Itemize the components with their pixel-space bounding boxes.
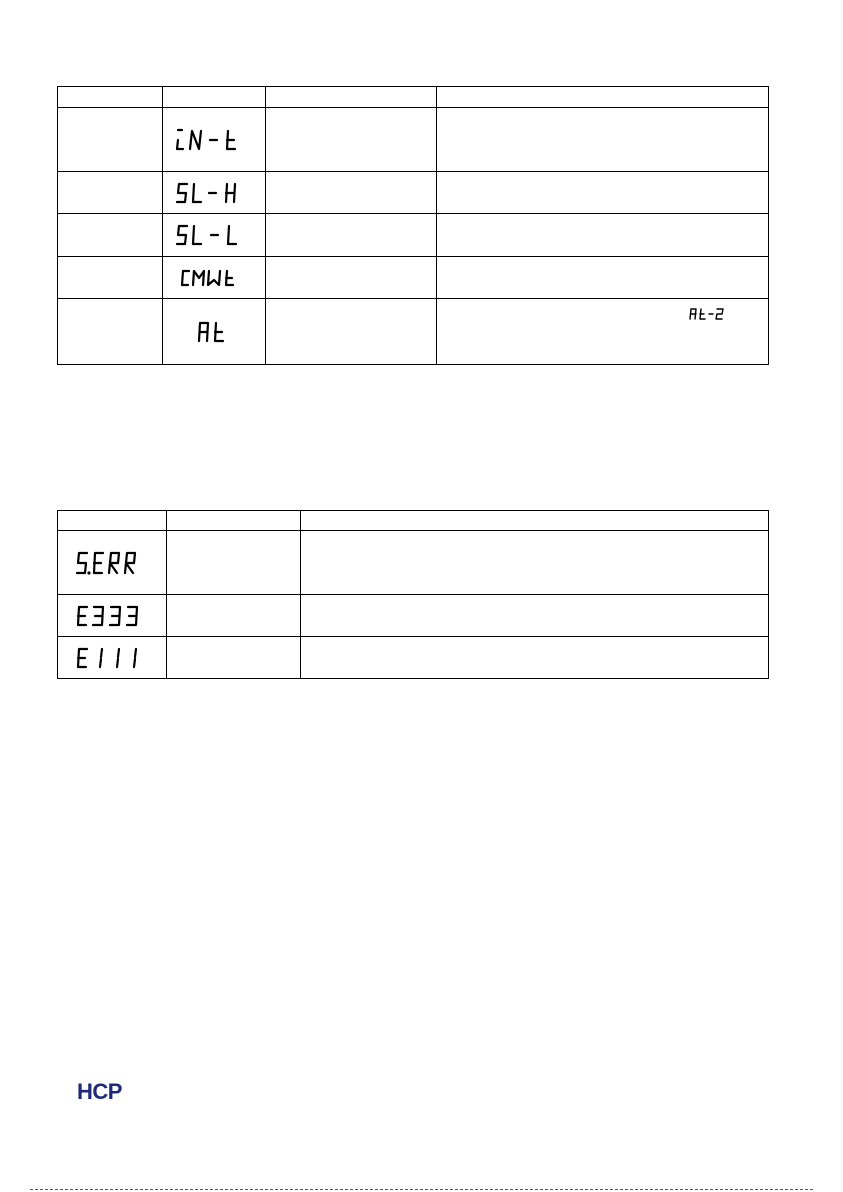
header-cell [58, 511, 167, 531]
param-desc-cell [437, 214, 769, 257]
table-row [58, 214, 769, 257]
param-range-cell [266, 257, 437, 299]
seven-segment-code-SL-H-icon [174, 181, 254, 205]
param-range-cell [266, 299, 437, 365]
error-desc-cell [301, 595, 769, 637]
error-desc-cell [301, 531, 769, 595]
param-code-cell [163, 257, 266, 299]
logo-text: HCP [77, 1080, 122, 1102]
error-name-cell [167, 637, 301, 679]
table-header-row [58, 87, 769, 108]
header-cell [58, 87, 163, 108]
param-range-cell [266, 172, 437, 214]
seven-segment-code-E111-icon [74, 646, 150, 670]
seven-segment-code-E333-icon [74, 604, 150, 628]
error-code-cell [58, 595, 167, 637]
param-range-cell [266, 108, 437, 172]
error-code-cell [58, 637, 167, 679]
seven-segment-code-S.ERR-icon [74, 550, 150, 576]
table-row [58, 257, 769, 299]
param-range-cell [266, 214, 437, 257]
param-name-cell [58, 214, 163, 257]
param-code-cell [163, 214, 266, 257]
param-code-cell [163, 299, 266, 365]
seven-segment-code-At-icon [196, 320, 232, 344]
parameters-table [57, 86, 769, 365]
header-cell [301, 511, 769, 531]
error-code-cell [58, 531, 167, 595]
table-row [58, 108, 769, 172]
errors-table [57, 510, 769, 679]
error-name-cell [167, 595, 301, 637]
param-desc-cell [437, 108, 769, 172]
table-row [58, 531, 769, 595]
error-desc-cell [301, 637, 769, 679]
footer-divider [30, 1189, 813, 1190]
param-code-cell [163, 172, 266, 214]
table-row [58, 172, 769, 214]
param-name-cell [58, 299, 163, 365]
param-code-cell [163, 108, 266, 172]
header-cell [266, 87, 437, 108]
error-name-cell [167, 531, 301, 595]
seven-segment-code-At-2-icon [688, 307, 728, 321]
param-desc-cell [437, 299, 769, 365]
seven-segment-code-iN-t-icon [174, 128, 254, 152]
seven-segment-code-CMWt-icon [179, 268, 249, 288]
table-row [58, 299, 769, 365]
table-row [58, 595, 769, 637]
header-cell [163, 87, 266, 108]
table-header-row [58, 511, 769, 531]
hcp-logo [77, 1080, 141, 1102]
param-desc-cell [437, 257, 769, 299]
header-cell [437, 87, 769, 108]
param-name-cell [58, 257, 163, 299]
param-name-cell [58, 172, 163, 214]
param-desc-cell [437, 172, 769, 214]
header-cell [167, 511, 301, 531]
table-row [58, 637, 769, 679]
seven-segment-code-SL-L-icon [174, 223, 254, 247]
param-name-cell [58, 108, 163, 172]
